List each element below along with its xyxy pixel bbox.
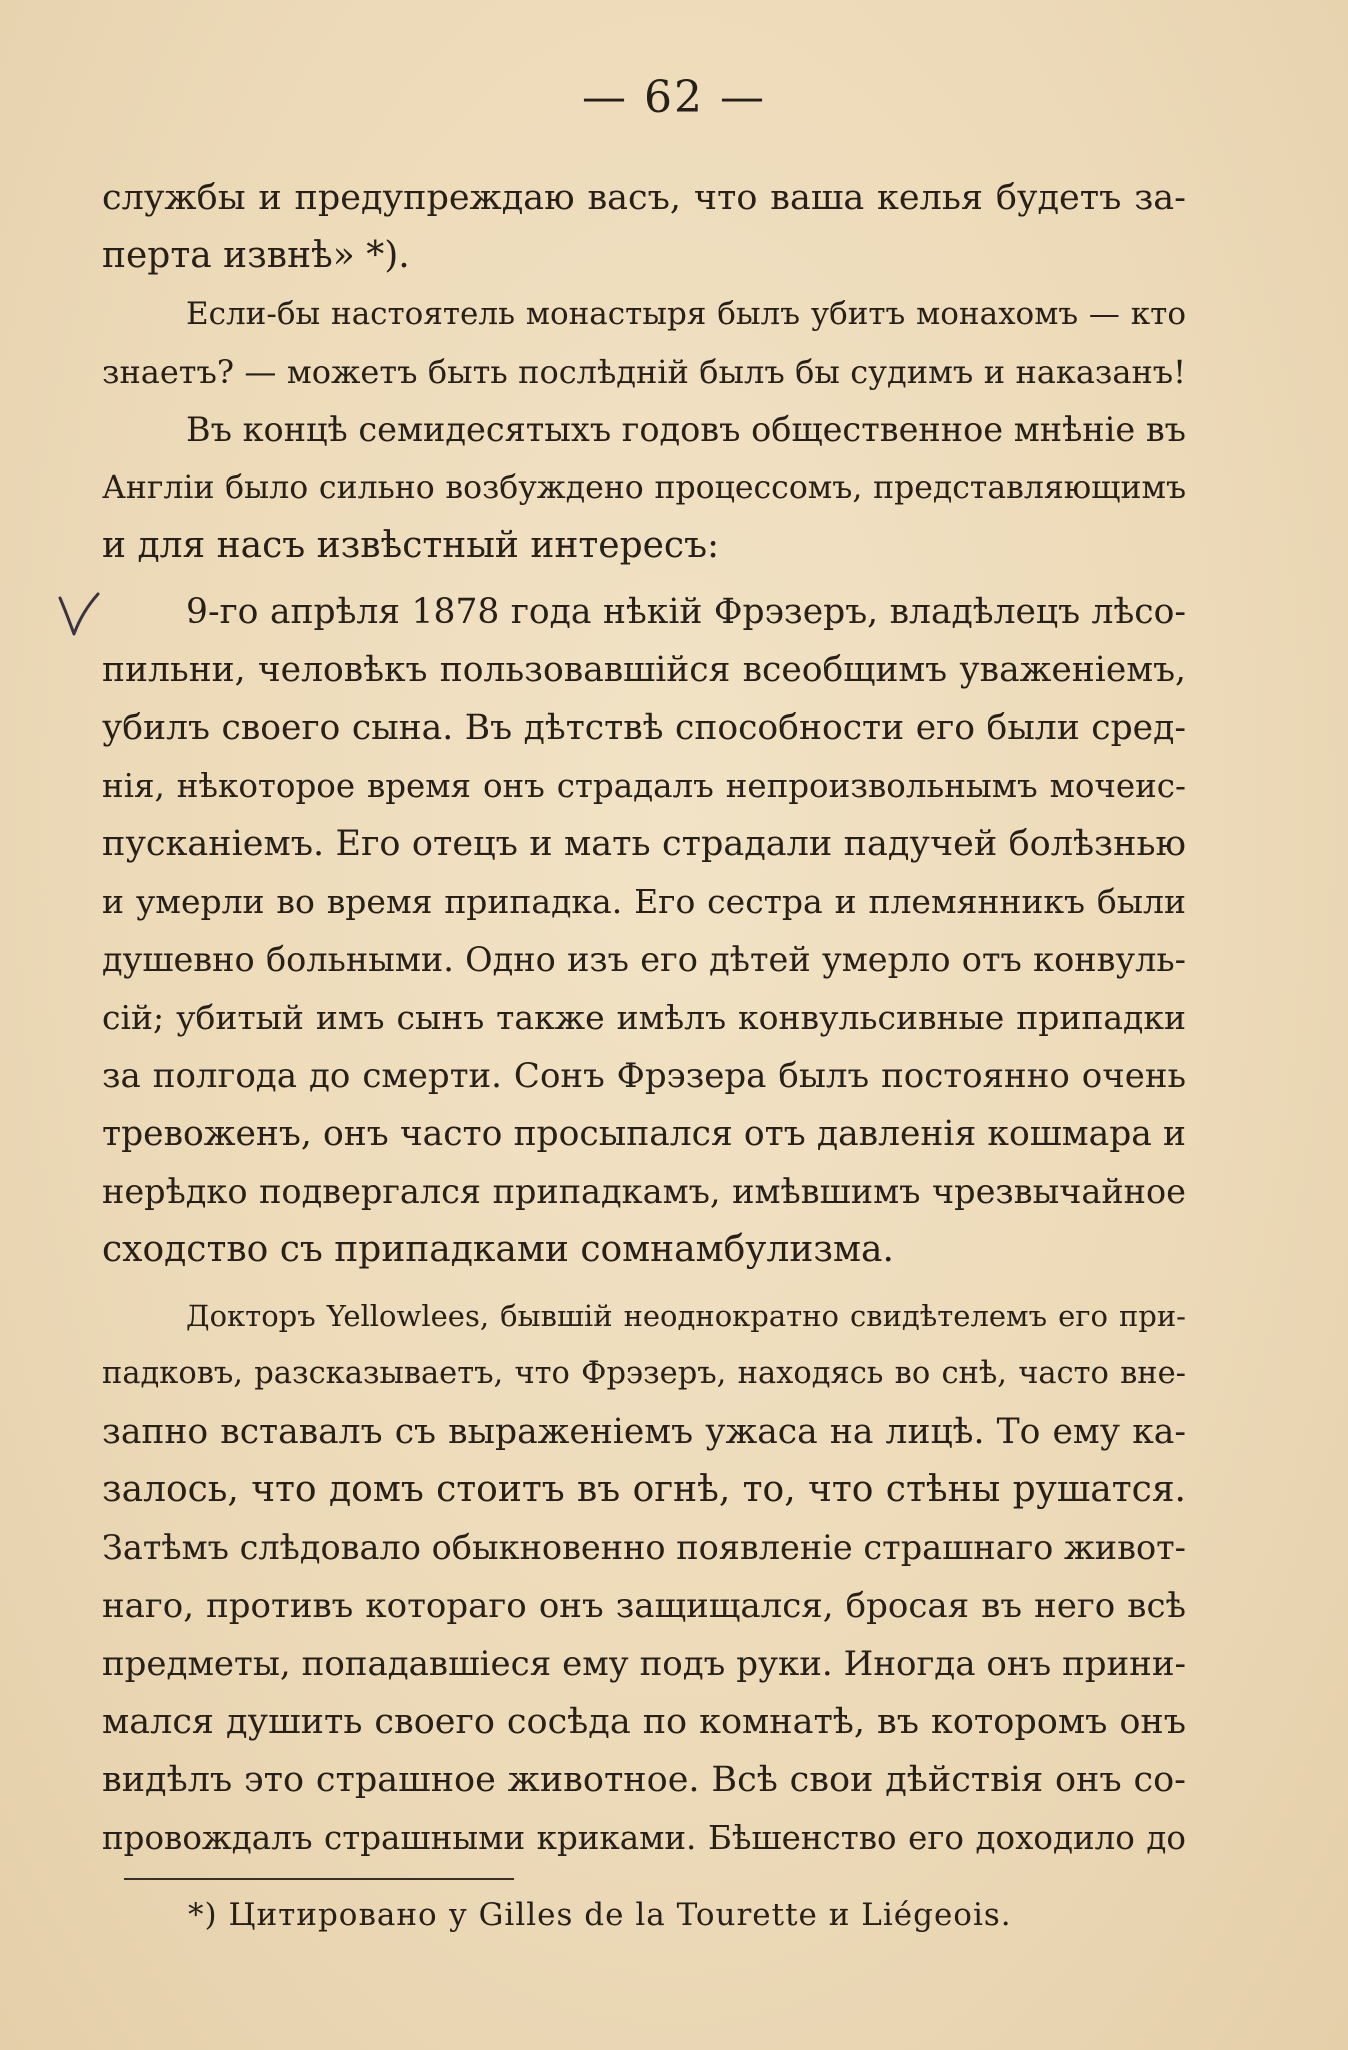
text-line: провождалъ страшными криками. Бѣшенство его доходило до <box>102 1819 1186 1857</box>
text-line: сій; убитый имъ сынъ также имѣлъ конвульсивные припадки <box>102 998 1186 1037</box>
text-line: нія, нѣкоторое время онъ страдалъ непроизвольнымъ мочеис- <box>102 767 1186 805</box>
text-line: и умерли во время припадка. Его сестра и племянникъ были <box>102 882 1186 921</box>
text-line: мался душить своего сосѣда по комнатѣ, въ которомъ онъ <box>102 1702 1186 1742</box>
text-line: пильни, человѣкъ пользовавшійся всеобщимъ уваженіемъ, <box>102 650 1186 690</box>
check-mark-icon <box>56 590 102 640</box>
text-line: Въ концѣ семидесятыхъ годовъ общественное мнѣніе въ <box>186 410 1186 449</box>
text-line: нерѣдко подвергался припадкамъ, имѣвшимъ чрезвычайное <box>102 1172 1186 1211</box>
text-line: видѣлъ это страшное животное. Всѣ свои дѣйствія онъ со- <box>102 1760 1186 1800</box>
text-line: перта извнѣ» *). <box>102 235 410 276</box>
text-line: падковъ, разсказываетъ, что Фрэзеръ, находясь во снѣ, часто вне- <box>102 1356 1186 1391</box>
text-line: убилъ своего сына. Въ дѣтствѣ способности его были сред- <box>102 708 1186 748</box>
text-line: Докторъ Yellowlees, бывшій неоднократно свидѣтелемъ его при- <box>186 1299 1186 1333</box>
text-line: и для насъ извѣстный интересъ: <box>102 525 720 566</box>
footnote: *) Цитировано у Gilles de la Tourette и Liégeois. <box>188 1897 1012 1933</box>
text-line: Затѣмъ слѣдовало обыкновенно появленіе страшнаго живот- <box>102 1528 1186 1567</box>
text-line: предметы, попадавшіеся ему подъ руки. Иногда онъ прини- <box>102 1644 1186 1684</box>
text-line: пусканіемъ. Его отецъ и мать страдали падучей болѣзнью <box>102 824 1186 864</box>
text-line: знаетъ? — можетъ быть послѣдній былъ бы судимъ и наказанъ! <box>102 353 1186 391</box>
footnote-divider <box>124 1878 514 1880</box>
text-line: Если-бы настоятель монастыря былъ убитъ монахомъ — кто <box>186 296 1186 332</box>
text-line: запно вставалъ съ выраженіемъ ужаса на лицѣ. То ему ка- <box>102 1412 1186 1452</box>
text-line: службы и предупреждаю васъ, что ваша келья будетъ за- <box>102 178 1186 218</box>
text-line: сходство съ припадками сомнамбулизма. <box>102 1229 894 1270</box>
text-line: Англіи было сильно возбуждено процессомъ, представляющимъ <box>102 470 1186 506</box>
text-line: наго, противъ котораго онъ защищался, бросая въ него всѣ <box>102 1586 1186 1626</box>
page-number: — 62 — <box>582 72 766 123</box>
text-line: за полгода до смерти. Сонъ Фрэзера былъ постоянно очень <box>102 1056 1186 1096</box>
text-line: душевно больными. Одно изъ его дѣтей умерло отъ конвуль- <box>102 940 1186 979</box>
text-line: залось, что домъ стоитъ въ огнѣ, то, что стѣны рушатся. <box>102 1469 1186 1510</box>
text-line: 9-го апрѣля 1878 года нѣкій Фрэзеръ, владѣлецъ лѣсо- <box>186 592 1186 632</box>
text-line: тревоженъ, онъ часто просыпался отъ давленія кошмара и <box>102 1114 1186 1154</box>
